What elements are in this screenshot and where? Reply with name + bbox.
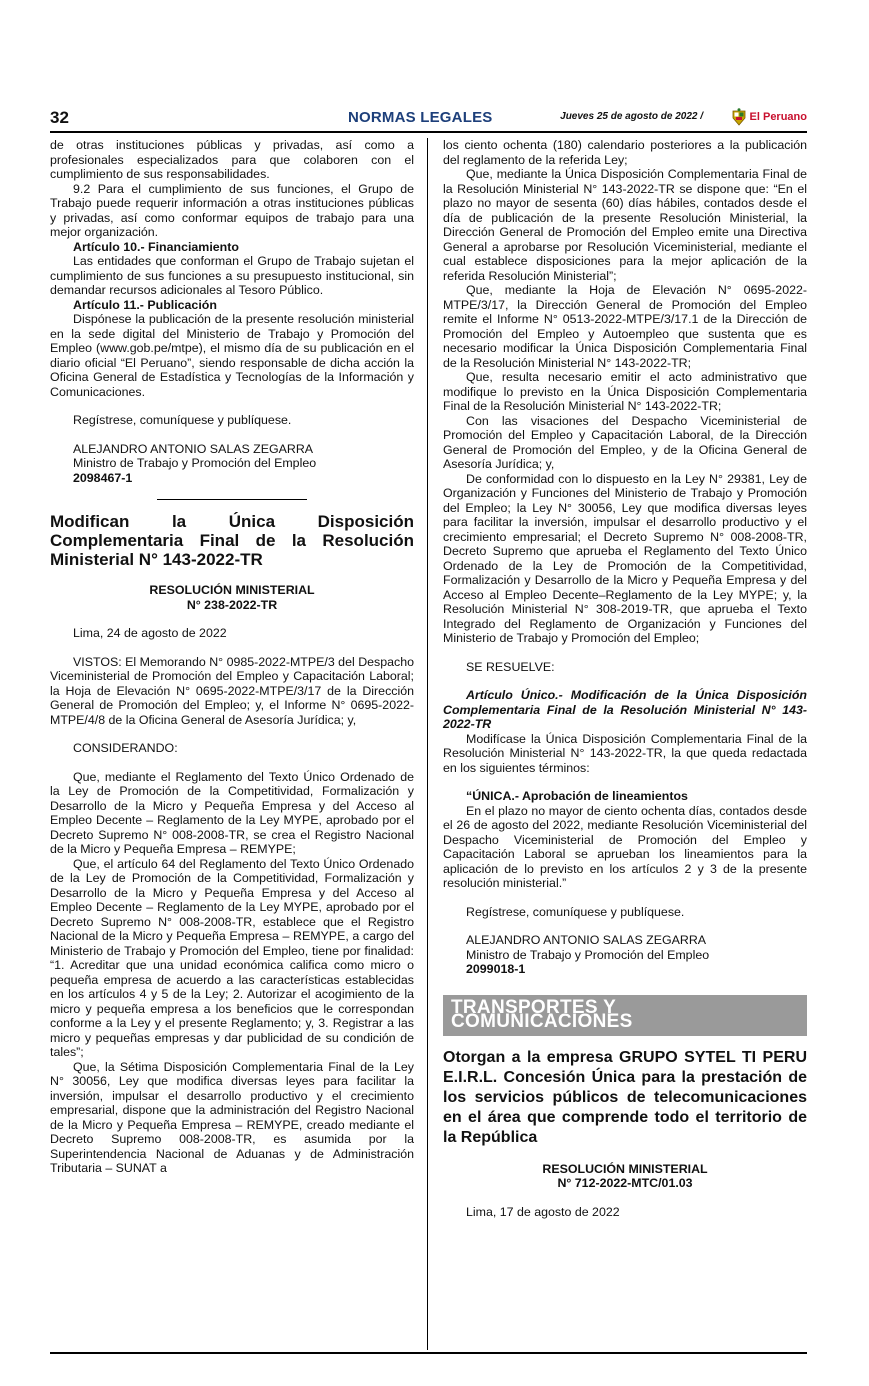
paragraph: Con las visaciones del Despacho Viceministerial de Promoción del Empleo y Capacitación Laboral, de la Dirección General de Promoción del Empleo, y de la Oficina General de Asesoría Jurídica; y, bbox=[443, 413, 807, 471]
norm-title: Modifican la Única Disposición Complementaria Final de la Resolución Ministerial N° 143-2022-TR bbox=[50, 512, 414, 569]
norm-title: Otorgan a la empresa GRUPO SYTEL TI PERU E.I.R.L. Concesión Única para la prestación de los servicios públicos de telecomunicaciones en el área que comprende todo el territorio de la República bbox=[443, 1048, 807, 1146]
paragraph: de otras instituciones públicas y privadas, así como a profesionales especializados para que colaboren con el cumplimiento de sus responsabilidades. bbox=[50, 138, 414, 181]
left-column bbox=[50, 138, 414, 1176]
resolution-heading bbox=[50, 583, 414, 612]
article-unico-title: Artículo Único.- Modificación de la Única Disposición Complementaria Final de la Resolución Ministerial N° 143-2022-TR bbox=[443, 688, 807, 731]
paragraph: 9.2 Para el cumplimiento de sus funciones, el Grupo de Trabajo puede requerir información a otras instituciones públicas y privadas, así como conformar equipos de trabajo para una mejor organización. bbox=[50, 181, 414, 239]
closing-formula: Regístrese, comuníquese y publíquese. bbox=[466, 904, 685, 919]
article-10-title: Artículo 10.- Financiamiento bbox=[73, 239, 239, 254]
considerando-heading: CONSIDERANDO: bbox=[73, 741, 178, 755]
paragraph: Que, resulta necesario emitir el acto administrativo que modifique lo previsto en la Única Disposición Complementaria Final de la Resolución Ministerial N° 143-2022-TR; bbox=[443, 370, 807, 413]
section-banner: TRANSPORTES Y COMUNICACIONES bbox=[443, 995, 807, 1036]
publication-date: Jueves 25 de agosto de 2022 / bbox=[560, 111, 703, 122]
closing-formula: Regístrese, comuníquese y publíquese. bbox=[73, 413, 292, 427]
considerando-paragraph: Que, el artículo 64 del Reglamento del Texto Único Ordenado de la Ley de Promoción de la Competitividad, Formalización y Desarrollo de la Micro y Pequeña Empresa y del Acceso al Empleo Decente – Reglamento de la Ley MYPE, aprobado por el Decreto Supremo N° 008-2008-TR, establece que el Registro Nacional de la Micro y Pequeña Empresa – REMYPE, a cargo del Ministerio de Trabajo y Promoción del Empleo, tiene por finalidad: “1. Acreditar que una unidad económica califica como micro o pequeña empresa de acuerdo a las características establecidas en los artículos 4 y 5 de la Ley; 2. Autorizar el acogimiento de la micro y pequeña empresa a los beneficios que le correspondan conforme a la Ley y el presente Reglamento; y, 3. Registrar a las micro y pequeñas empresas y dar publicidad de su condición de tales”; bbox=[50, 856, 414, 1059]
unica-text: En el plazo no mayor de ciento ochenta días, contados desde el 26 de agosto del 2022, mediante Resolución Viceministerial del Despacho Viceministerial de Promoción del Empleo y Capacitación Laboral se aprueban los lineamientos para la aplicación de lo previsto en los artículos 2 y 3 de la presente resolución ministerial.” bbox=[443, 803, 807, 890]
article-10-text: Las entidades que conforman el Grupo de Trabajo sujetan el cumplimiento de sus funciones a su presupuesto institucional, sin demandar recursos adicionales al Tesoro Público. bbox=[50, 254, 414, 297]
article-11-title: Artículo 11.- Publicación bbox=[73, 297, 217, 312]
signer-role: Ministro de Trabajo y Promoción del Empleo bbox=[73, 456, 317, 470]
page-header bbox=[50, 108, 807, 130]
considerando-paragraph: Que, la Sétima Disposición Complementaria Final de la Ley N° 30056, Ley que modifica diversas leyes para facilitar la inversión, impulsar el desarrollo productivo y el crecimiento empresarial, dispone que la administración del Registro Nacional de la Micro y Pequeña Empresa – REMYPE, creado mediante el Decreto Supremo 008-2008-TR, es asumida por la Superintendencia Nacional de Aduanas y de Administración Tributaria – SUNAT a bbox=[50, 1059, 414, 1175]
paragraph: Que, mediante la Única Disposición Complementaria Final de la Resolución Ministerial N° 143-2022-TR se dispone que: “En el plazo no mayor de sesenta (60) días hábiles, contados desde el día de publicación de la presente Resolución Ministerial, la Dirección General de Promoción del Empleo emite una Directiva General a aprobarse por Resolución Viceministerial, mediante el cual establece disposiciones para la mejor aplicación de la referida Resolución Ministerial”; bbox=[443, 167, 807, 283]
publication-code: 2099018-1 bbox=[466, 962, 526, 976]
unica-title: “ÚNICA.- Aprobación de lineamientos bbox=[466, 789, 688, 803]
signer-name: ALEJANDRO ANTONIO SALAS ZEGARRA bbox=[466, 933, 707, 947]
resolution-type: RESOLUCIÓN MINISTERIAL bbox=[542, 1161, 708, 1176]
logo-text: El Peruano bbox=[749, 111, 807, 123]
article-11-text: Dispónese la publicación de la presente resolución ministerial en la sede digital del Ministerio de Trabajo y Promoción del Empleo (www.gob.pe/mtpe), el mismo día de su publicación en el diario oficial “El Peruano”, siendo responsable de dicha acción la Oficina General de Estadística y Tecnologías de la Información y Comunicaciones. bbox=[50, 312, 414, 399]
publication-code: 2098467-1 bbox=[73, 470, 133, 485]
el-peruano-logo bbox=[731, 108, 807, 126]
considerando-paragraph: Que, mediante el Reglamento del Texto Único Ordenado de la Ley de Promoción de la Competitividad, Formalización y Desarrollo de la Micro y Pequeña Empresa y del Acceso al Empleo Decente – Reglamento de la Ley MYPE, aprobado por el Decreto Supremo N° 008-2008-TR, se crea el Registro Nacional de la Micro y Pequeña Empresa – REMYPE; bbox=[50, 769, 414, 856]
signer-role: Ministro de Trabajo y Promoción del Empleo bbox=[466, 947, 710, 962]
publication-name: NORMAS LEGALES bbox=[348, 109, 493, 126]
place-date: Lima, 24 de agosto de 2022 bbox=[73, 626, 227, 640]
right-column bbox=[443, 138, 807, 1219]
resolution-number: N° 712-2022-MTC/01.03 bbox=[557, 1176, 693, 1190]
resolution-number: N° 238-2022-TR bbox=[186, 597, 278, 612]
place-date: Lima, 17 de agosto de 2022 bbox=[466, 1204, 620, 1219]
vistos-paragraph: VISTOS: El Memorando N° 0985-2022-MTPE/3 del Despacho Viceministerial de Promoción del Empleo y Capacitación Laboral; la Hoja de Elevación N° 0695-2022-MTPE/3/17 de la Dirección General de Promoción del Empleo; y, el Informe N° 0695-2022-MTPE/4/8 de la Oficina General de Asesoría Jurídica; y, bbox=[50, 654, 414, 727]
paragraph: Que, mediante la Hoja de Elevación N° 0695-2022-MTPE/3/17, la Dirección General de Promoción del Empleo remite el Informe N° 0513-2022-MTPE/3/17.1 de la Dirección de Promoción del Empleo y Autoempleo que sustenta que es necesario modificar la Única Disposición Complementaria Final de la Resolución Ministerial N° 143-2022-TR; bbox=[443, 283, 807, 370]
footer-rule bbox=[50, 1352, 807, 1354]
signer-name: ALEJANDRO ANTONIO SALAS ZEGARRA bbox=[73, 441, 314, 456]
resolution-type: RESOLUCIÓN MINISTERIAL bbox=[149, 583, 315, 597]
separator-line bbox=[157, 499, 307, 500]
column-divider bbox=[427, 138, 428, 1350]
paragraph: los ciento ochenta (180) calendario posteriores a la publicación del reglamento de la referida Ley; bbox=[443, 138, 807, 167]
paragraph: De conformidad con lo dispuesto en la Ley N° 29381, Ley de Organización y Funciones del Ministerio de Trabajo y Promoción del Empleo; la Ley N° 30056, Ley que modifica diversas leyes para facilitar la inversión, impulsar el desarrollo productivo y el crecimiento empresarial; el Decreto Supremo N° 008-2008-TR, Decreto Supremo que aprueba el Reglamento del Texto Único Ordenado de la Ley de Promoción de la Competitividad, Formalización y Desarrollo de la Micro y Pequeña Empresa y del Acceso al Empleo Decente–Reglamento de la Ley MYPE; y, la Resolución Ministerial N° 308-2019-TR, que aprueba el Texto Integrado del Reglamento de Organización y Funciones del Ministerio de Trabajo y Promoción del Empleo; bbox=[443, 471, 807, 645]
header-rule bbox=[50, 131, 807, 133]
article-unico-text: Modifícase la Única Disposición Complementaria Final de la Resolución Ministerial N° 143-2022-TR, la que queda redactada en los siguientes términos: bbox=[443, 731, 807, 775]
resolution-heading bbox=[443, 1162, 807, 1191]
page-number: 32 bbox=[50, 108, 69, 127]
coat-of-arms-icon bbox=[731, 108, 747, 126]
resuelve-heading: SE RESUELVE: bbox=[466, 659, 555, 674]
